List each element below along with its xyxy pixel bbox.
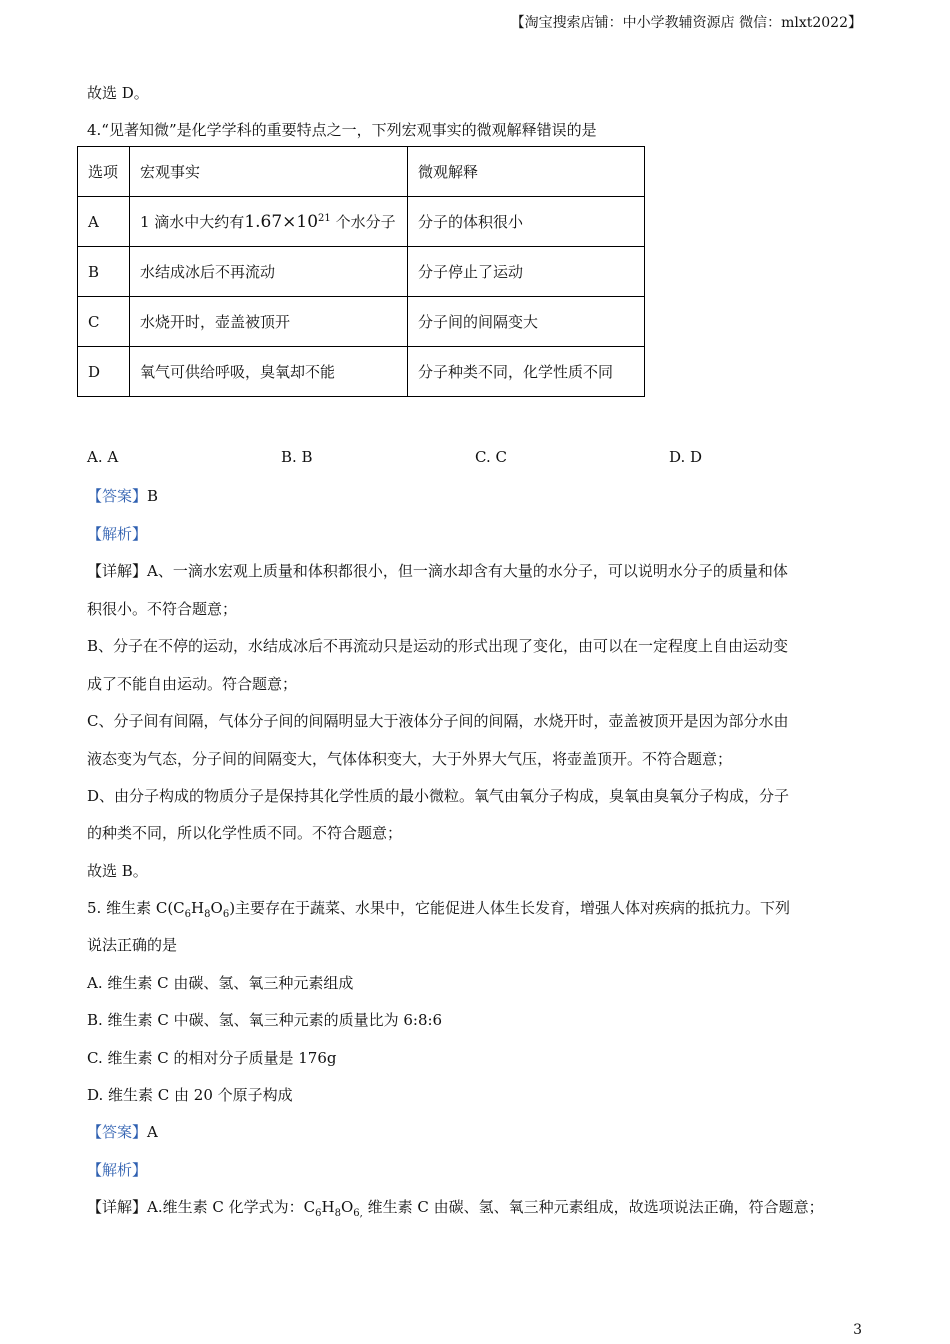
subscript: 8 <box>334 1208 341 1219</box>
table-cell-explanation: 分子种类不同，化学性质不同 <box>408 347 645 397</box>
q4-detail-line: B、分子在不停的运动，水结成冰后不再流动只是运动的形式出现了变化，由可以在一定程度上自由运动变 <box>87 637 789 655</box>
table-cell-option: B <box>78 247 130 297</box>
q4-choice-a: A. A <box>87 448 119 466</box>
fact-number: 1.67×10 <box>244 212 319 232</box>
table-row <box>78 297 645 347</box>
detail-text: 维生素 C 由碳、氢、氧三种元素组成，故选项说法正确，符合题意； <box>362 1198 824 1216</box>
stem-text: H <box>191 899 205 917</box>
q5-option-c: C. 维生素 C 的相对分子质量是 176g <box>87 1049 337 1067</box>
q5-option-d: D. 维生素 C 由 20 个原子构成 <box>87 1086 293 1104</box>
stem-text: O <box>210 899 223 917</box>
detail-text: A.维生素 C 化学式为：C <box>147 1198 316 1216</box>
table-header-row <box>78 147 645 197</box>
table-cell-explanation: 分子停止了运动 <box>408 247 645 297</box>
table-row <box>78 347 645 397</box>
answer-value: A <box>147 1123 158 1141</box>
q4-table <box>77 146 645 397</box>
q4-choice-b: B. B <box>281 448 313 466</box>
detail-tag: 【详解】 <box>87 1198 148 1216</box>
q5-stem <box>87 897 790 920</box>
detail-text: A、一滴水宏观上质量和体积都很小，但一滴水却含有大量的水分子，可以说明水分子的质量和体 <box>147 562 788 580</box>
fact-exponent: 21 <box>318 213 331 224</box>
fact-prefix: 1 滴水中大约有 <box>140 213 245 231</box>
table-cell-fact: 水结成冰后不再流动 <box>130 247 408 297</box>
table-header-cell: 选项 <box>78 147 130 197</box>
subscript: 6 <box>184 909 192 920</box>
table-cell-option: D <box>78 347 130 397</box>
q4-detail-line: C、分子间有间隔，气体分子间的间隔明显大于液体分子间的间隔，水烧开时，壶盖被顶开是因为部分水由 <box>87 712 789 730</box>
q4-detail-line: 液态变为气态，分子间的间隔变大，气体体积变大，大于外界大气压，将壶盖顶开。不符合题意； <box>87 750 733 768</box>
q4-analysis-tag: 【解析】 <box>87 525 148 543</box>
subscript: 8 <box>204 909 211 920</box>
table-cell-option: A <box>78 197 130 247</box>
table-cell-explanation: 分子的体积很小 <box>408 197 645 247</box>
table-cell-fact <box>130 197 408 247</box>
table-header-cell: 宏观事实 <box>130 147 408 197</box>
page-number: 3 <box>853 1322 862 1338</box>
stem-text: )主要存在于蔬菜、水果中，它能促进人体生长发育，增强人体对疾病的抵抗力。下列 <box>229 899 791 917</box>
table-cell-explanation: 分子间的间隔变大 <box>408 297 645 347</box>
table-header-cell: 微观解释 <box>408 147 645 197</box>
subscript: 6, <box>353 1208 363 1219</box>
q5-option-a: A. 维生素 C 由碳、氢、氧三种元素组成 <box>87 974 354 992</box>
q4-choice-c: C. C <box>475 448 507 466</box>
table-cell-fact: 氧气可供给呼吸，臭氧却不能 <box>130 347 408 397</box>
q4-detail-line: D、由分子构成的物质分子是保持其化学性质的最小微粒。氧气由氧分子构成，臭氧由臭氧分子构成，分子 <box>87 787 790 805</box>
q4-detail-line <box>87 560 788 581</box>
q4-answer <box>87 485 158 506</box>
detail-tag: 【详解】 <box>87 562 148 580</box>
table-cell-option: C <box>78 297 130 347</box>
table-row <box>78 247 645 297</box>
table-row <box>78 197 645 247</box>
answer-tag: 【答案】 <box>87 1123 148 1141</box>
prev-conclusion: 故选 D。 <box>87 84 149 102</box>
answer-value: B <box>147 487 159 505</box>
q5-answer <box>87 1121 158 1142</box>
q5-option-b: B. 维生素 C 中碳、氢、氧三种元素的质量比为 6:8:6 <box>87 1011 443 1029</box>
subscript: 6 <box>315 1208 322 1219</box>
stem-text: 5. 维生素 C(C <box>87 899 185 917</box>
detail-text: O <box>340 1198 354 1216</box>
q4-conclusion: 故选 B。 <box>87 862 148 880</box>
subscript: 6 <box>222 909 230 920</box>
q5-stem-line2: 说法正确的是 <box>87 936 178 954</box>
q5-detail-line <box>87 1196 824 1219</box>
answer-tag: 【答案】 <box>87 487 148 505</box>
q4-detail-line: 成了不能自由运动。符合题意； <box>87 675 298 693</box>
q4-detail-line: 积很小。不符合题意； <box>87 600 238 618</box>
table-cell-fact: 水烧开时，壶盖被顶开 <box>130 297 408 347</box>
detail-text: H <box>321 1198 335 1216</box>
fact-suffix: 个水分子 <box>335 213 396 231</box>
q4-stem: 4.“见著知微”是化学学科的重要特点之一，下列宏观事实的微观解释错误的是 <box>87 121 597 139</box>
q5-analysis-tag: 【解析】 <box>87 1161 148 1179</box>
q4-choice-d: D. D <box>669 448 703 466</box>
q4-detail-line: 的种类不同，所以化学性质不同。不符合题意； <box>87 824 403 842</box>
page-header: 【淘宝搜索店铺：中小学教辅资源店 微信：mlxt2022】 <box>510 15 862 31</box>
